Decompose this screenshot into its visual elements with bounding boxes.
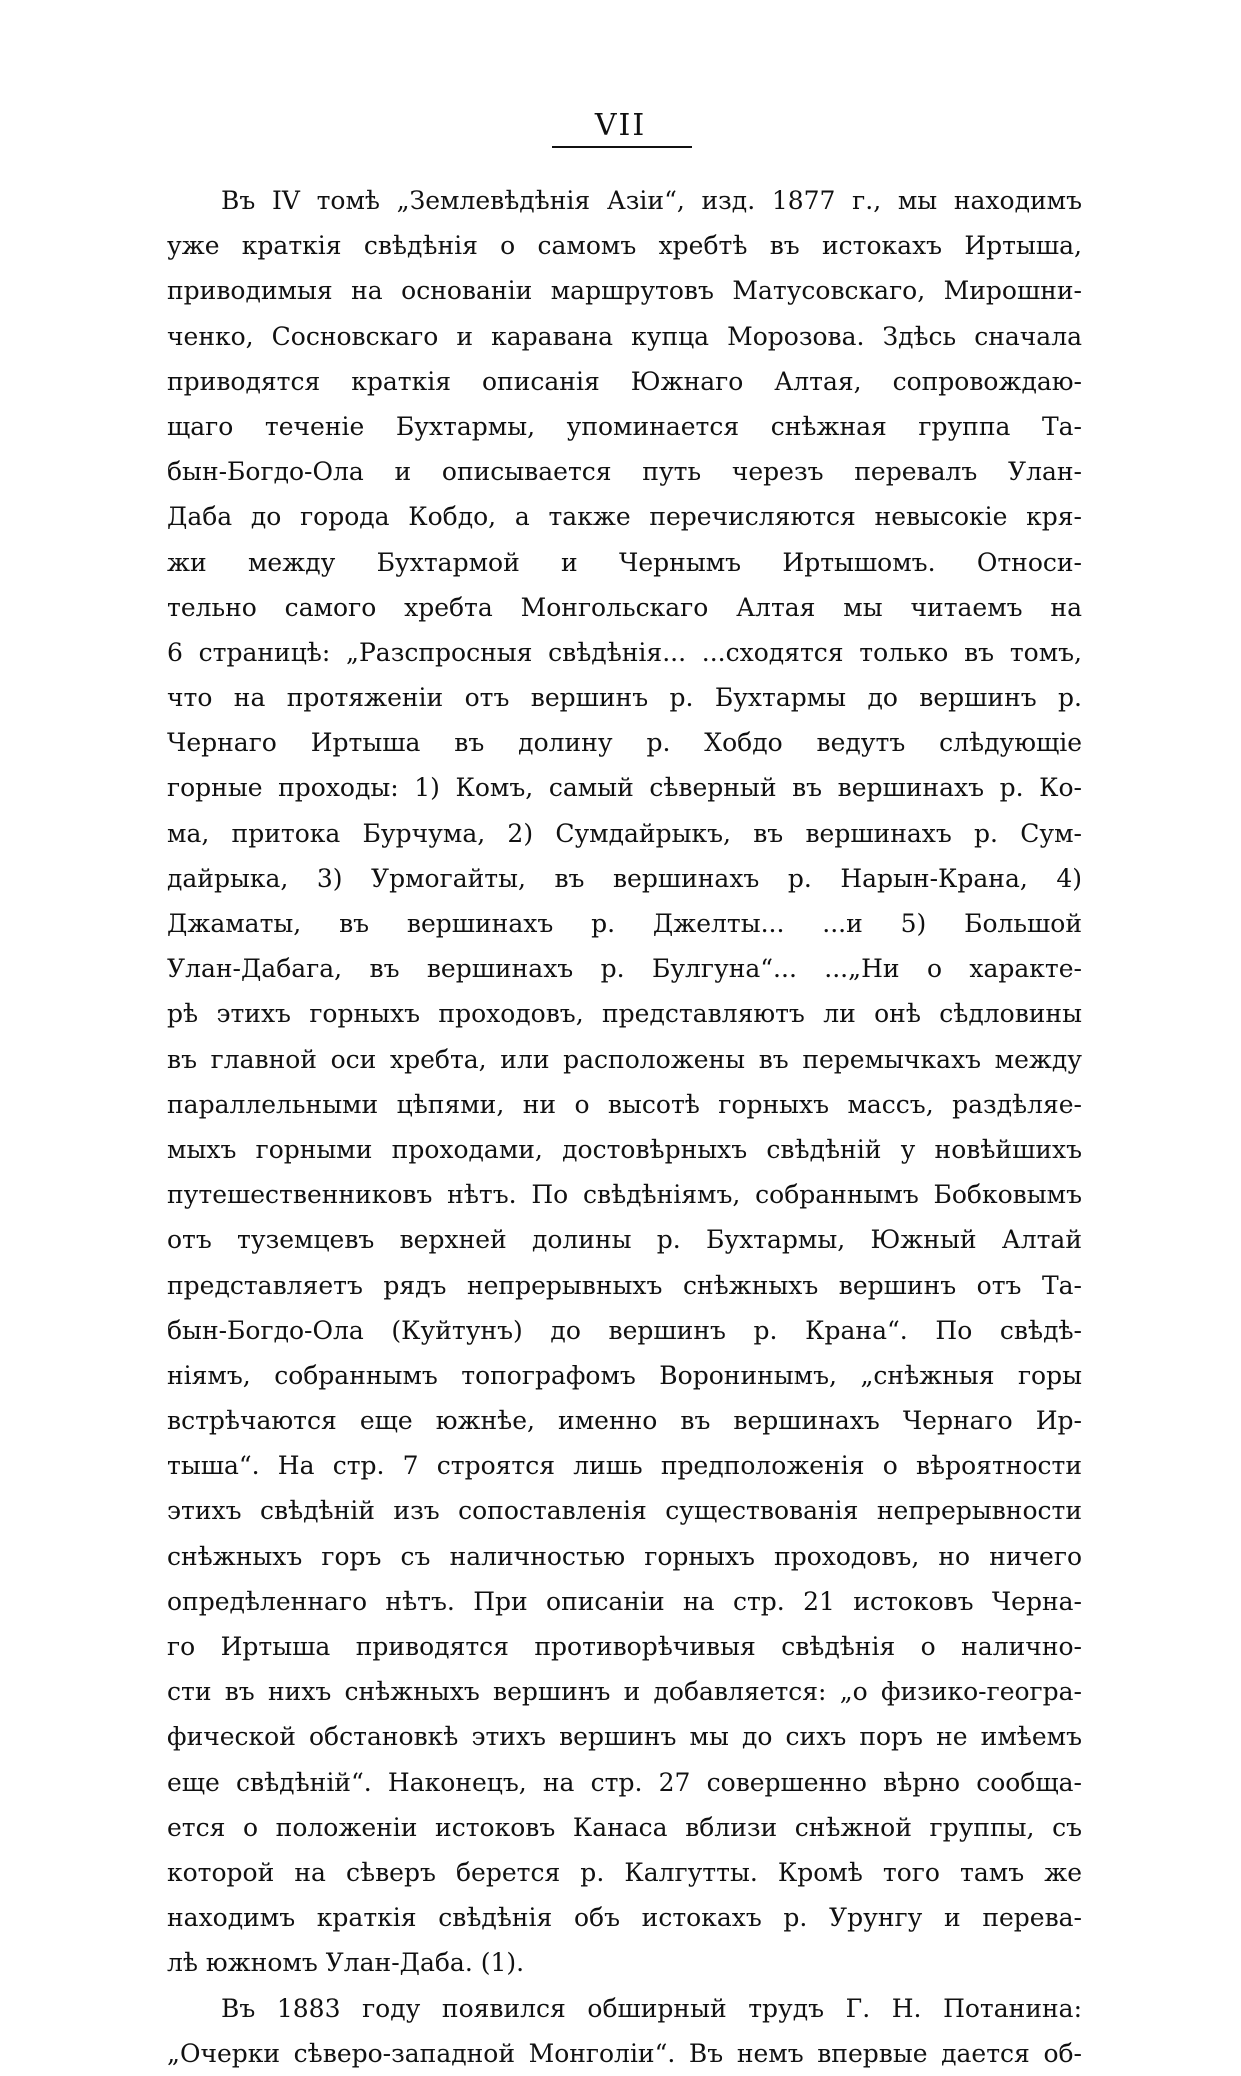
text-line: бын-Богдо-Ола и описывается путь черезъ перевалъ Улан-: [167, 457, 1082, 487]
text-line: горные проходы: 1) Комъ, самый сѣверный въ вершинахъ р. Ко-: [167, 773, 1082, 803]
text-line: тыша“. На стр. 7 строятся лишь предположенія о вѣроятности: [167, 1451, 1082, 1481]
text-line: этихъ свѣдѣній изъ сопоставленія существованія непрерывности: [167, 1496, 1082, 1526]
text-line: параллельными цѣпями, ни о высотѣ горныхъ массъ, раздѣляе-: [167, 1089, 1082, 1119]
body-text: [167, 178, 1082, 2076]
text-line: лѣ южномъ Улан-Даба. (1).: [167, 1948, 525, 1978]
page-number: VII: [594, 108, 647, 143]
text-line: Джаматы, въ вершинахъ р. Джелты... ...и 5) Большой: [167, 909, 1082, 938]
text-line: Въ IV томѣ „Землевѣдѣнія Азіи“, изд. 1877 г., мы находимъ: [221, 186, 1082, 215]
text-line: тельно самого хребта Монгольскаго Алтая мы читаемъ на: [167, 592, 1082, 622]
text-line: Улан-Дабага, въ вершинахъ р. Булгуна“... ...„Ни о характе-: [167, 954, 1082, 984]
text-line: жи между Бухтармой и Чернымъ Иртышомъ. Относи-: [167, 547, 1082, 577]
text-line: уже краткія свѣдѣнія о самомъ хребтѣ въ истокахъ Иртыша,: [167, 231, 1082, 261]
text-line: встрѣчаются еще южнѣе, именно въ вершинахъ Чернаго Ир-: [167, 1406, 1082, 1436]
text-line: рѣ этихъ горныхъ проходовъ, представляютъ ли онѣ сѣдловины: [167, 999, 1082, 1029]
text-line: снѣжныхъ горъ съ наличностью горныхъ проходовъ, но ничего: [167, 1541, 1082, 1571]
text-line: дайрыка, 3) Урмогайты, въ вершинахъ р. Нарын-Крана, 4): [167, 863, 1082, 893]
text-line: щаго теченіе Бухтармы, упоминается снѣжная группа Та-: [167, 411, 1082, 441]
text-line: путешественниковъ нѣтъ. По свѣдѣніямъ, собраннымъ Бобковымъ: [167, 1180, 1082, 1210]
text-line: приводятся краткія описанія Южнаго Алтая, сопровождаю-: [167, 366, 1082, 396]
text-line: ма, притока Бурчума, 2) Сумдайрыкъ, въ вершинахъ р. Сум-: [167, 818, 1082, 848]
text-line: Даба до города Кобдо, а также перечисляются невысокіе кря-: [167, 502, 1082, 532]
text-line: Чернаго Иртыша въ долину р. Хобдо ведутъ слѣдующіе: [167, 728, 1082, 758]
text-line: Въ 1883 году появился обширный трудъ Г. Н. Потанина:: [221, 1993, 1082, 2023]
text-line: фической обстановкѣ этихъ вершинъ мы до сихъ поръ не имѣемъ: [167, 1722, 1082, 1752]
text-line: ченко, Сосновскаго и каравана купца Морозова. Здѣсь сначала: [167, 321, 1082, 351]
text-line: въ главной оси хребта, или расположены въ перемычкахъ между: [167, 1044, 1082, 1074]
header-rule: [552, 146, 692, 148]
text-line: отъ туземцевъ верхней долины р. Бухтармы, Южный Алтай: [167, 1225, 1082, 1255]
text-line: го Иртыша приводятся противорѣчивыя свѣдѣнія о налично-: [167, 1632, 1082, 1661]
text-line: ется о положеніи истоковъ Канаса вблизи снѣжной группы, съ: [167, 1812, 1082, 1842]
text-line: находимъ краткія свѣдѣнія объ истокахъ р. Урунгу и перева-: [167, 1903, 1082, 1933]
text-line: ніямъ, собраннымъ топографомъ Воронинымъ, „снѣжныя горы: [167, 1360, 1082, 1390]
text-line: мыхъ горными проходами, достовѣрныхъ свѣдѣній у новѣйшихъ: [167, 1134, 1082, 1164]
text-line: которой на сѣверъ берется р. Калгутты. Кромѣ того тамъ же: [167, 1857, 1082, 1887]
text-line: представляетъ рядъ непрерывныхъ снѣжныхъ вершинъ отъ Та-: [167, 1270, 1082, 1300]
text-line: приводимыя на основаніи маршрутовъ Матусовскаго, Мирошни-: [167, 276, 1082, 306]
text-line: бын-Богдо-Ола (Куйтунъ) до вершинъ р. Крана“. По свѣдѣ-: [167, 1315, 1082, 1345]
text-line: что на протяженіи отъ вершинъ р. Бухтармы до вершинъ р.: [167, 683, 1082, 713]
text-line: опредѣленнаго нѣтъ. При описаніи на стр. 21 истоковъ Черна-: [167, 1586, 1082, 1616]
text-line: 6 страницѣ: „Разспросныя свѣдѣнія... ...сходятся только въ томъ,: [167, 637, 1082, 667]
text-line: сти въ нихъ снѣжныхъ вершинъ и добавляется: „о физико-геогра-: [167, 1677, 1082, 1707]
text-line: еще свѣдѣній“. Наконецъ, на стр. 27 совершенно вѣрно сообща-: [167, 1767, 1082, 1797]
text-line: „Очерки сѣверо-западной Монголіи“. Въ немъ впервые дается об-: [167, 2038, 1082, 2068]
